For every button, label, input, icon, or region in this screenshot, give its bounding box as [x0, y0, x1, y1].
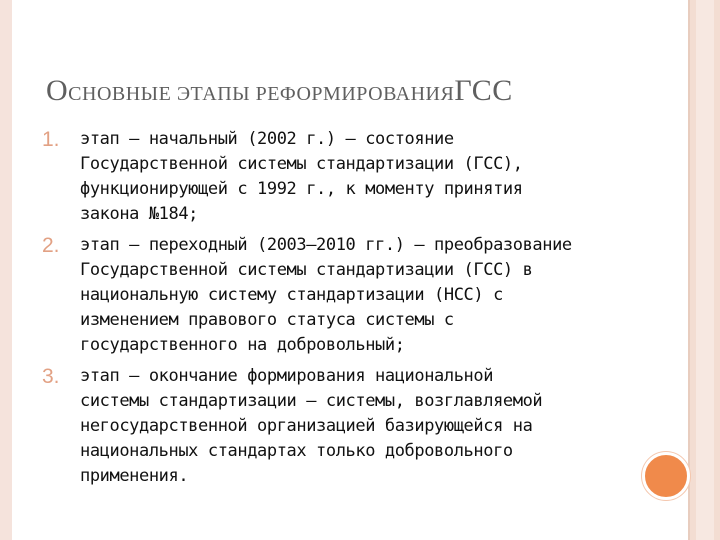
text-line: государственного на добровольный; [80, 335, 405, 355]
list-item-text [80, 127, 680, 227]
list-number: 2. [42, 234, 60, 257]
text-line: этап — переходный (2003—2010 гг.) — преобразование [80, 235, 572, 255]
list-item [40, 364, 680, 489]
text-line: этап — начальный (2002 г.) — состояние [80, 129, 454, 149]
left-border [0, 0, 12, 540]
text-line: Государственной системы стандартизации (ГСС), [80, 154, 523, 174]
text-line: функционирующей с 1992 г., к моменту принятия [80, 179, 523, 199]
text-line: национальную систему стандартизации (НСС) с [80, 285, 503, 305]
decorative-circle-icon [642, 452, 690, 500]
stages-list [40, 127, 680, 495]
text-line: системы стандартизации — системы, возглавляемой [80, 391, 543, 411]
slide-title [46, 74, 666, 108]
list-item-text [80, 364, 680, 489]
text-line: негосударственной организацией базирующейся на [80, 416, 533, 436]
text-line: применения. [80, 466, 189, 486]
list-item [40, 127, 680, 227]
text-line: национальных стандартах только добровольного [80, 441, 513, 461]
title-first-letter: О [46, 74, 69, 107]
text-line: закона №184; [80, 204, 199, 224]
list-number: 1. [42, 128, 60, 151]
text-line: изменением правового статуса системы с [80, 310, 454, 330]
title-small-caps: СНОВНЫЕ ЭТАПЫ РЕФОРМИРОВАНИЯ [68, 83, 455, 105]
list-number: 3. [42, 365, 60, 388]
title-end: ГСС [454, 74, 513, 107]
text-line: Государственной системы стандартизации (ГСС) в [80, 260, 533, 280]
list-item [40, 233, 680, 358]
list-item-text [80, 233, 680, 358]
right-border-inner [696, 0, 714, 540]
text-line: этап — окончание формирования национальной [80, 366, 494, 386]
card-edge [688, 0, 690, 540]
